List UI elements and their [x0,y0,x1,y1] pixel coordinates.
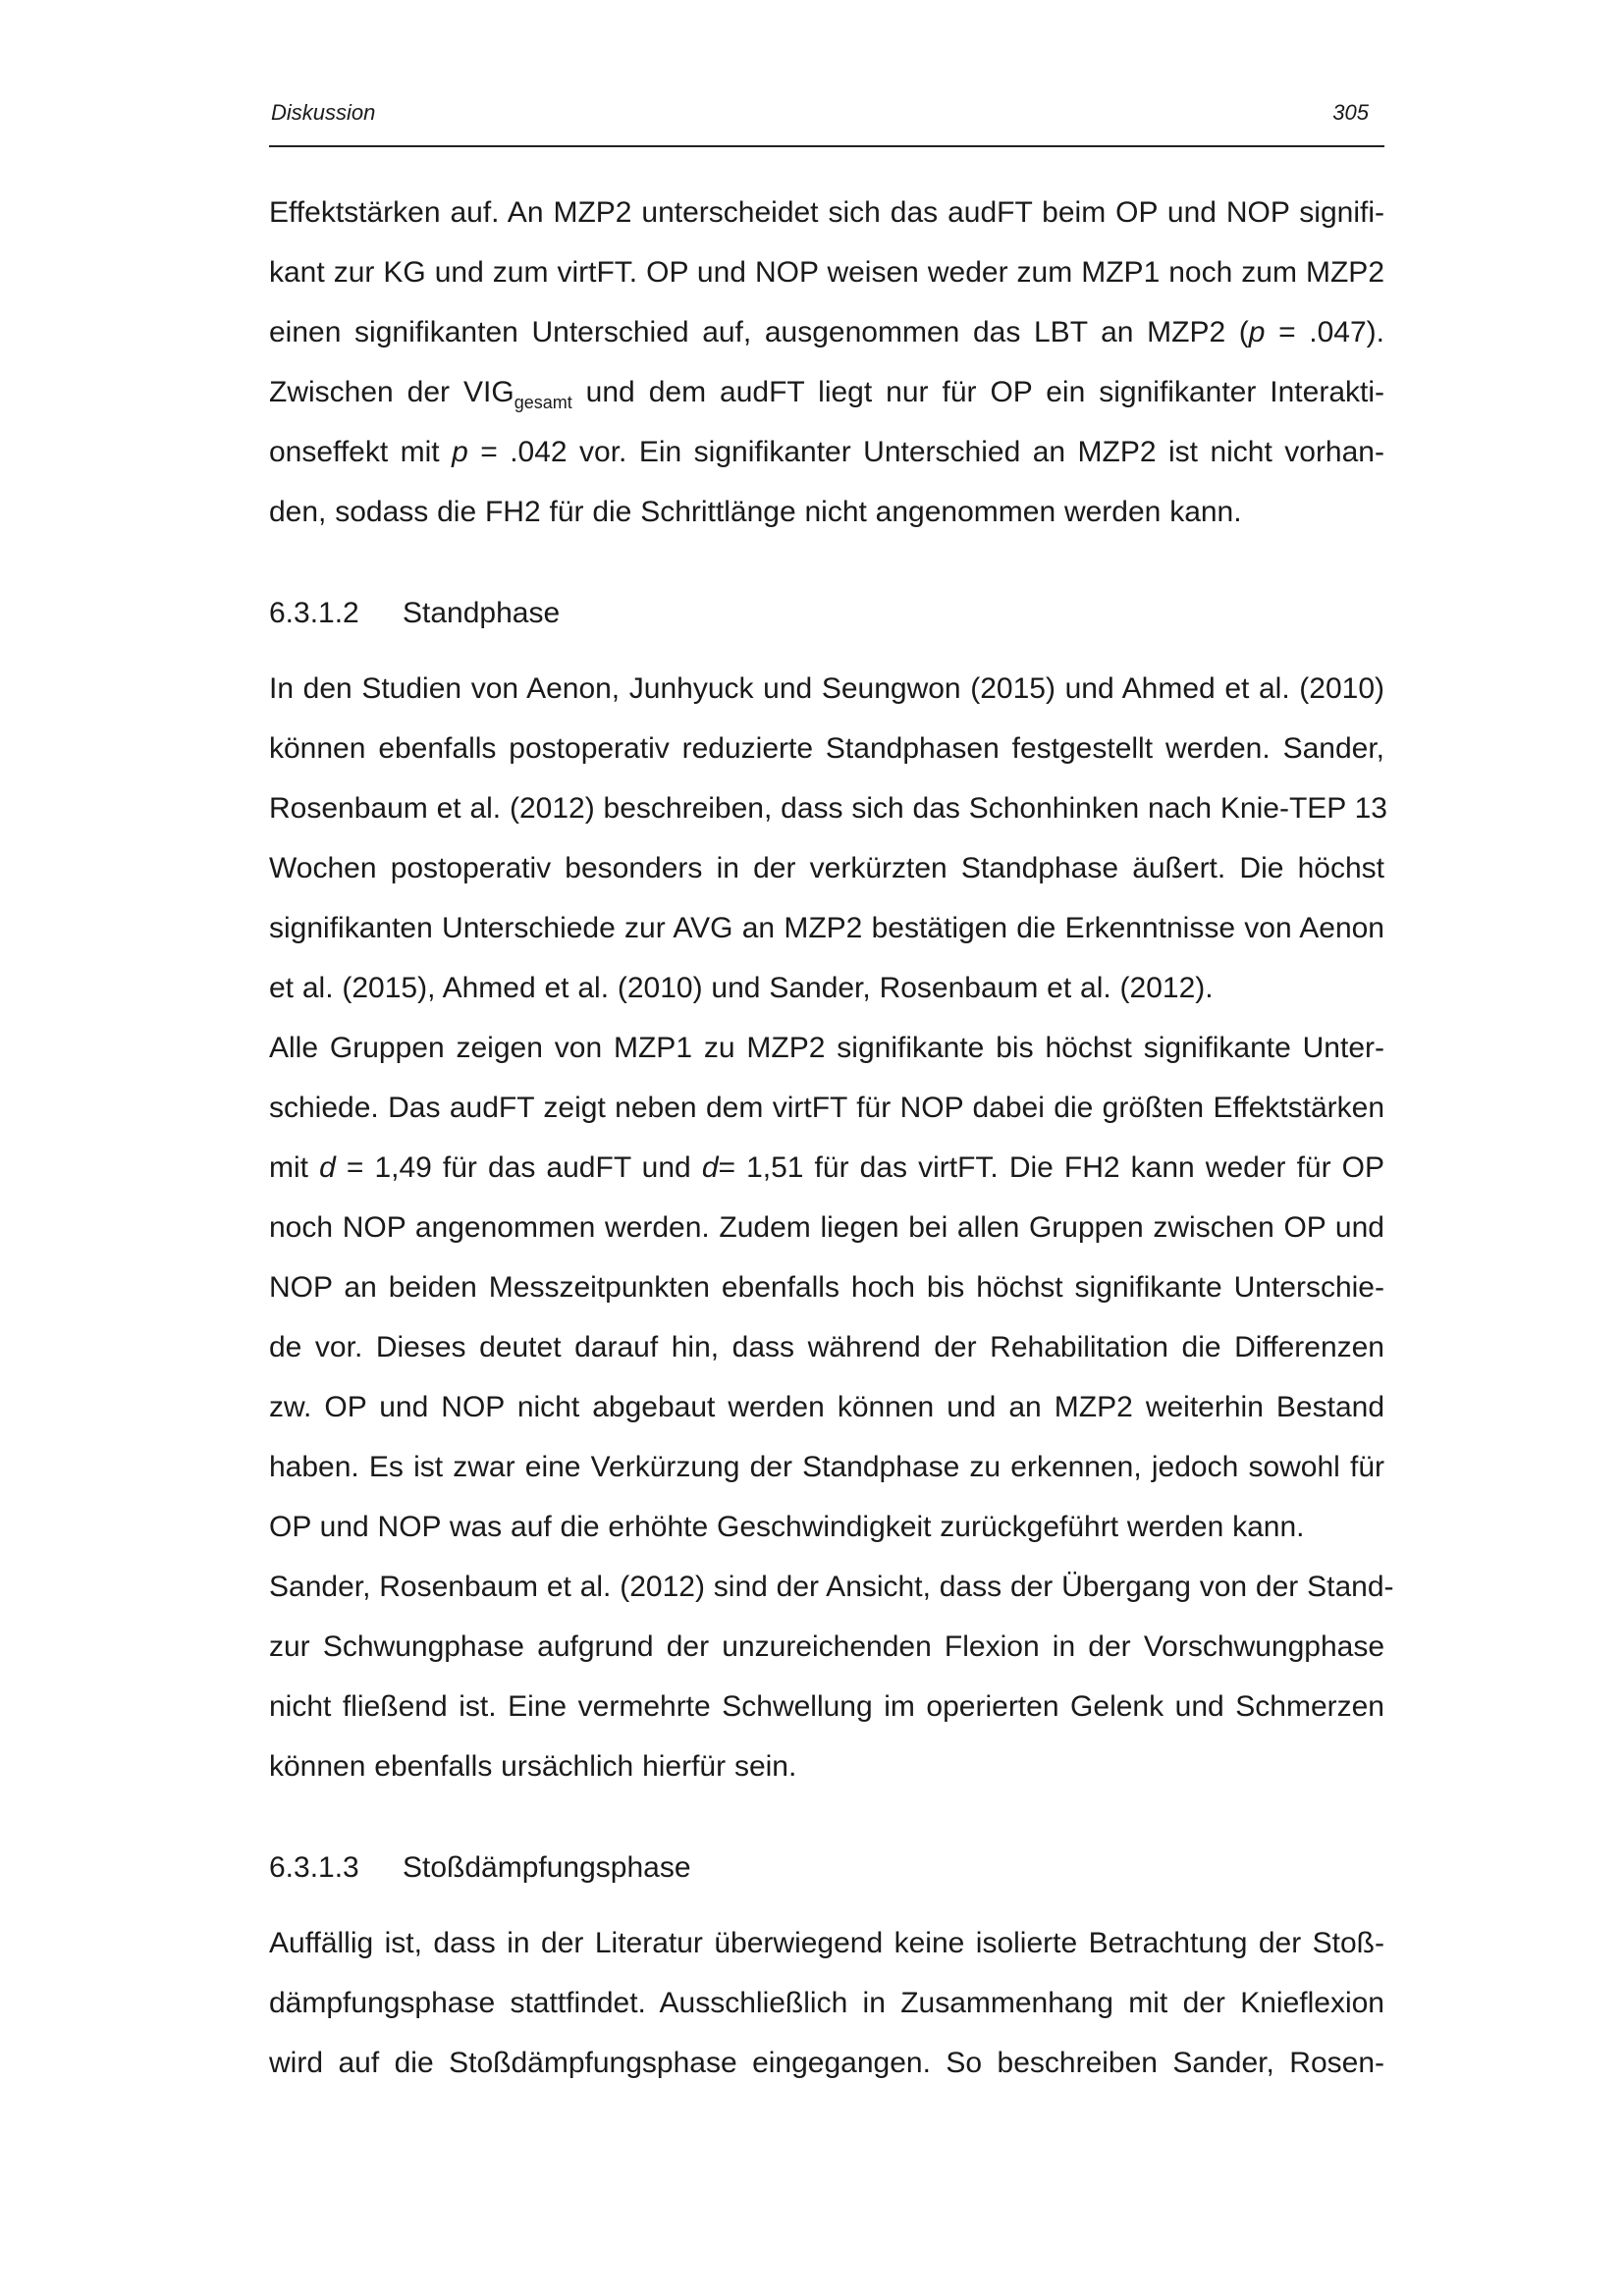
section-number: 6.3.1.3 [269,1851,359,1884]
section-heading-stossdaempfungsphase [269,1838,1384,1897]
paragraph-stossdaempfung [269,1913,1384,2093]
text-line: mit d = 1,49 für das audFT und d= 1,51 für das virtFT. Die FH2 kann weder für OP [269,1151,1385,1184]
text-line: de vor. Dieses deutet darauf hin, dass während der Rehabilitation die Differenzen [269,1331,1384,1363]
p-value-symbol: p [1248,316,1266,348]
text-line: Zwischen der $VIG_{gesamt}$ und dem audFT liegt nur für OP ein signifikanter Interakti- [269,376,1384,412]
text-line: schiede. Das audFT zeigt neben dem virtFT für NOP dabei die größten Effektstärken [269,1092,1384,1124]
effect-size-symbol: d [319,1151,336,1184]
text-line: noch NOP angenommen werden. Zudem liegen bei allen Gruppen zwischen OP und [269,1211,1384,1244]
text-line: können ebenfalls postoperativ reduzierte Standphasen festgestellt werden. Sander, [269,732,1384,765]
text-line: Alle Gruppen zeigen von MZP1 zu MZP2 signifikante bis höchst signifikante Unter- [269,1032,1384,1064]
page-body [269,183,1394,2093]
text-line: haben. Es ist zwar eine Verkürzung der Standphase zu erkennen, jedoch sowohl für [269,1451,1384,1483]
section-number: 6.3.1.2 [269,597,359,629]
text-line: kant zur KG und zum virtFT. OP und NOP weisen weder zum MZP1 noch zum MZP2 [269,256,1384,289]
text-line: Sander, Rosenbaum et al. (2012) sind der Ansicht, dass der Übergang von der Stand- [269,1571,1394,1603]
text-line: signifikanten Unterschiede zur AVG an MZP2 bestätigen die Erkenntnisse von Aenon [269,912,1384,944]
text-line: dämpfungsphase stattfindet. Ausschließlich in Zusammenhang mit der Knieflexion [269,1987,1384,2019]
text-line: einen signifikanten Unterschied auf, ausgenommen das LBT an MZP2 (p = .047). [269,316,1384,348]
page-number: 305 [1332,100,1369,125]
section-heading-standphase [269,583,1384,643]
text-line: In den Studien von Aenon, Junhyuck und Seungwon (2015) und Ahmed et al. (2010) [269,672,1384,705]
subscript-gesamt: gesamt [514,393,572,412]
text-line: NOP an beiden Messzeitpunkten ebenfalls hoch bis höchst signifikante Unterschie- [269,1271,1384,1304]
section-title: Stoßdämpfungsphase [403,1851,691,1884]
text-line: zur Schwungphase aufgrund der unzureichenden Flexion in der Vorschwungphase [269,1630,1384,1663]
text-line: den, sodass die FH2 für die Schrittlänge nicht angenommen werden kann. [269,496,1242,528]
text-line: OP und NOP was auf die erhöhte Geschwindigkeit zurückgeführt werden kann. [269,1511,1305,1543]
text-line: Auffällig ist, dass in der Literatur überwiegend keine isolierte Betrachtung der Stoß- [269,1927,1384,1959]
p-value-symbol: p [452,436,468,468]
paragraph-standphase-results [269,1018,1384,1557]
text-line: onseffekt mit p = .042 vor. Ein signifikanter Unterschied an MZP2 ist nicht vorhan- [269,436,1384,468]
text-line: Rosenbaum et al. (2012) beschreiben, dass sich das Schonhinken nach Knie-TEP 13 [269,792,1387,825]
section-title: Standphase [403,597,561,629]
running-header [269,96,1384,147]
text-line: zw. OP und NOP nicht abgebaut werden können und an MZP2 weiterhin Bestand [269,1391,1384,1423]
text-line: Effektstärken auf. An MZP2 unterscheidet sich das audFT beim OP und NOP signifi- [269,196,1384,229]
paragraph-schrittlaenge [269,183,1384,542]
text-line: Wochen postoperativ besonders in der verkürzten Standphase äußert. Die höchst [269,852,1384,884]
effect-size-symbol: d [701,1151,719,1184]
text-line: et al. (2015), Ahmed et al. (2010) und Sander, Rosenbaum et al. (2012). [269,972,1214,1004]
text-line: können ebenfalls ursächlich hierfür sein. [269,1750,797,1783]
paragraph-standphase-transition [269,1557,1394,1796]
running-title: Diskussion [271,100,376,125]
text-line: wird auf die Stoßdämpfungsphase eingegangen. So beschreiben Sander, Rosen- [269,2047,1384,2079]
paragraph-standphase-literature [269,659,1387,1018]
text-line: nicht fließend ist. Eine vermehrte Schwellung im operierten Gelenk und Schmerzen [269,1690,1384,1723]
